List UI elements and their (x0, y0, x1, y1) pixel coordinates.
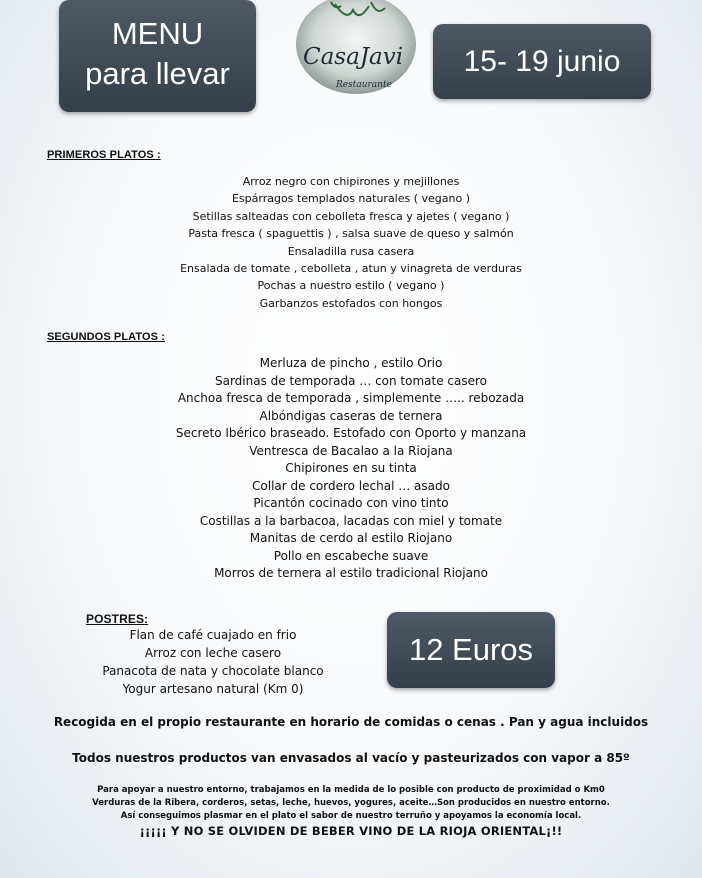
segundos-heading: SEGUNDOS PLATOS : (47, 331, 166, 343)
local-note-3: Así conseguimos plasmar en el plato el sabor de nuestro terruño y apoyamos la economía local. (120, 811, 582, 821)
menu-item: Collar de cordero lechal … asado (252, 478, 450, 493)
menu-item: Anchoa fresca de temporada , simplemente ….. rebozada (177, 391, 525, 405)
menu-item: Manitas de cerdo al estilo Riojano (249, 531, 453, 545)
menu-item: Yogur artesano natural (Km 0) (122, 682, 304, 696)
primeros-heading: PRIMEROS PLATOS : (47, 149, 161, 161)
menu-item: Costillas a la barbacoa, lacadas con miel y tomate (199, 513, 503, 528)
local-note-2: Verduras de la Ribera, corderos, setas, leche, huevos, yogures, aceite…Son producidos en nuestro entorno. (92, 798, 610, 808)
pickup-note: Recogida en el propio restaurante en horario de comidas o cenas . Pan y agua incluidos (53, 715, 649, 729)
menu-item: Garbanzos estofados con hongos (259, 296, 443, 310)
postres-heading: POSTRES: (86, 612, 149, 626)
menu-item: Sardinas de temporada … con tomate casero (214, 373, 488, 388)
menu-item: Arroz negro con chipirones y mejillones (242, 175, 460, 188)
menu-item: Ensalada de tomate , cebolleta , atun y vinagreta de verduras (180, 261, 522, 275)
primeros-list (0, 173, 702, 312)
menu-item: Arroz con leche casero (144, 646, 282, 660)
menu-item: Morros de ternera al estilo tradicional Riojano (214, 566, 488, 580)
price-box (387, 612, 555, 688)
logo-subtitle: Restaurante (336, 80, 392, 90)
menu-item: Chipirones en su tinta (285, 461, 417, 475)
menu-item: Panacota de nata y chocolate blanco (102, 664, 324, 678)
menu-item: Merluza de pincho , estilo Orio (259, 356, 443, 370)
wine-note: ¡¡¡¡¡ Y NO SE OLVIDEN DE BEBER VINO DE LA RIOJA ORIENTAL¡!! (139, 824, 563, 838)
menu-item: Picantón cocinado con vino tinto (253, 496, 449, 510)
menu-item: Pochas a nuestro estilo ( vegano ) (257, 279, 445, 293)
packaging-note: Todos nuestros productos van envasados al vacío y pasteurizados con vapor a 85º (72, 751, 630, 765)
menu-item: Espárragos templados naturales ( vegano ) (231, 192, 471, 206)
menu-title-line1: MENU (111, 16, 204, 51)
postres-list (88, 626, 338, 698)
menu-item: Ensaladilla rusa casera (287, 244, 415, 258)
date-label: 15- 19 junio (463, 45, 621, 78)
menu-item: Pollo en escabeche suave (273, 548, 429, 563)
menu-item: Pasta fresca ( spaguettis ) , salsa suave de queso y salmón (188, 227, 514, 241)
menu-item: Secreto Ibérico braseado. Estofado con Oporto y manzana (175, 426, 527, 440)
segundos-list (0, 355, 702, 583)
menu-item: Flan de café cuajado en frio (129, 628, 297, 642)
date-box (433, 24, 651, 99)
price-label: 12 Euros (408, 632, 534, 667)
logo-wordmark: CasaJavi (303, 44, 404, 70)
menu-item: Setillas salteadas con cebolleta fresca y ajetes ( vegano ) (192, 209, 510, 223)
menu-title-line2: para llevar (85, 56, 230, 91)
local-note-1: Para apoyar a nuestro entorno, trabajamos en la medida de lo posible con producto de proximidad o Km0 (97, 785, 605, 795)
menu-title-box (59, 0, 256, 112)
menu-item: Albóndigas caseras de ternera (259, 408, 443, 423)
menu-item: Ventresca de Bacalao a la Riojana (249, 443, 453, 458)
